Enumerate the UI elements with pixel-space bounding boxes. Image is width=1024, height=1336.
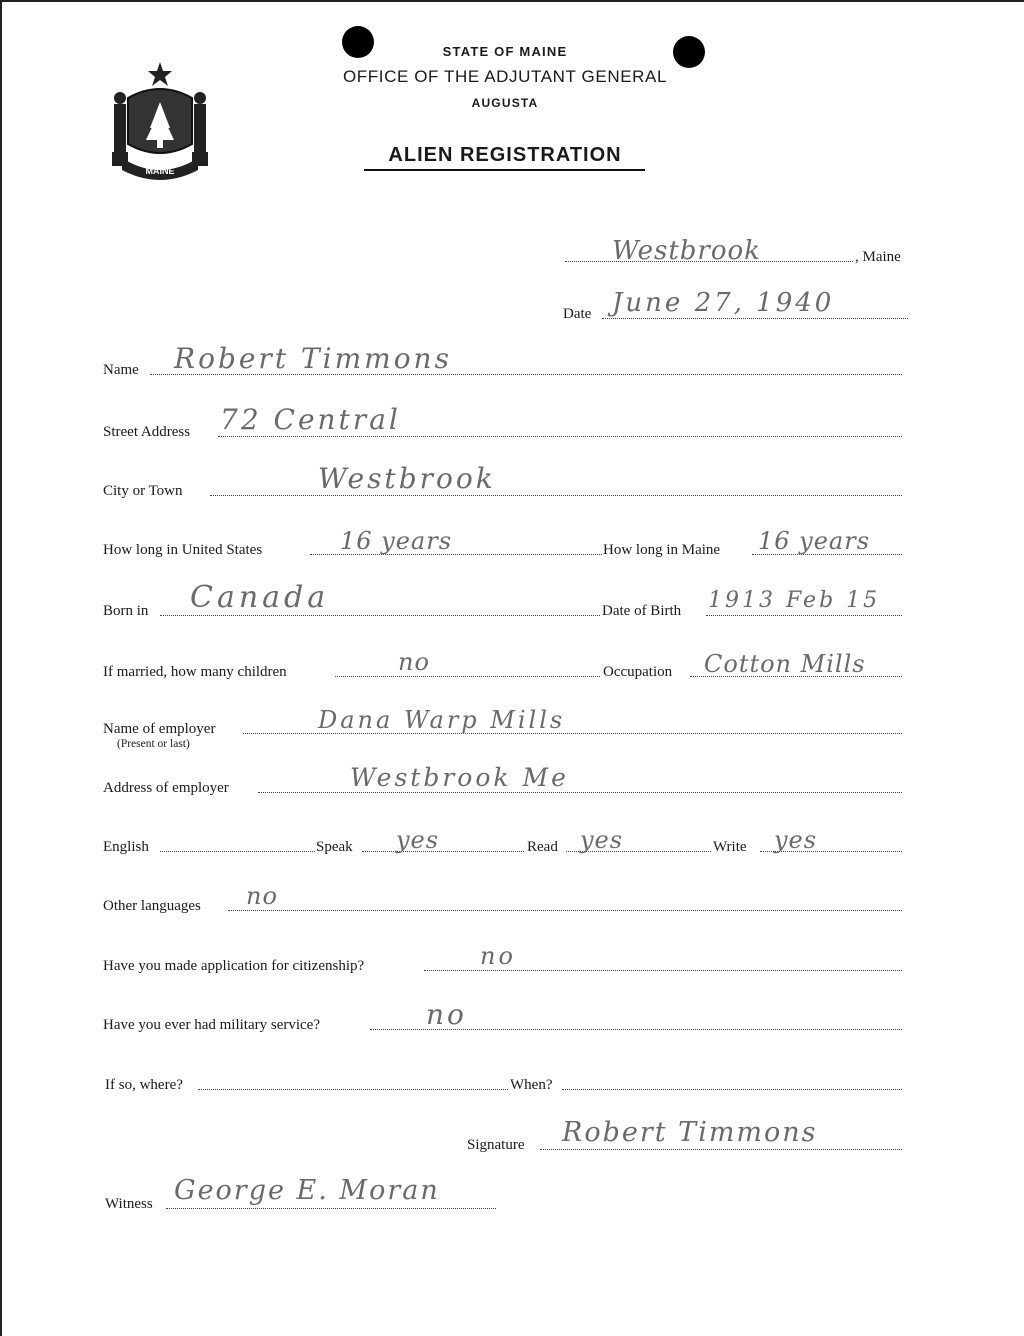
name-value[interactable]: Robert Timmons — [174, 342, 452, 375]
write-label: Write — [713, 839, 747, 855]
citizenship-line — [424, 970, 902, 971]
witness-line — [166, 1208, 496, 1209]
signature-value[interactable]: Robert Timmons — [562, 1117, 818, 1148]
city-or-town-line — [210, 495, 902, 496]
how-long-maine-value[interactable]: 16 years — [758, 527, 871, 555]
date-of-birth-label: Date of Birth — [602, 603, 682, 619]
date-of-birth-value[interactable]: 1913 Feb 15 — [708, 588, 881, 613]
write-value[interactable]: yes — [774, 826, 818, 854]
employer-name-value[interactable]: Dana Warp Mills — [318, 706, 566, 734]
city-or-town-label: City or Town — [103, 483, 183, 499]
title-underline — [364, 169, 645, 171]
form-title: ALIEN REGISTRATION — [388, 144, 622, 166]
street-address-value[interactable]: 72 Central — [220, 403, 401, 436]
military-value[interactable]: no — [426, 998, 467, 1031]
how-long-us-label: How long in United States — [103, 542, 263, 558]
header-office: OFFICE OF THE ADJUTANT GENERAL — [342, 67, 668, 86]
english-line — [160, 851, 315, 852]
maine-label: , Maine — [855, 249, 901, 265]
speak-value[interactable]: yes — [396, 826, 440, 854]
name-label: Name — [103, 362, 139, 378]
children-line — [335, 676, 600, 677]
date-value[interactable]: June 27, 1940 — [612, 288, 835, 318]
street-address-label: Street Address — [103, 424, 191, 440]
city-or-town-value[interactable]: Westbrook — [318, 462, 496, 495]
witness-label: Witness — [105, 1196, 153, 1212]
citizenship-value[interactable]: no — [480, 942, 516, 970]
speak-line — [362, 851, 524, 852]
read-value[interactable]: yes — [580, 826, 624, 854]
read-label: Read — [527, 839, 558, 855]
employer-address-label: Address of employer — [103, 780, 229, 796]
born-in-value[interactable]: Canada — [190, 580, 330, 615]
date-label: Date — [563, 306, 592, 322]
occupation-value[interactable]: Cotton Mills — [704, 650, 866, 678]
if-so-where-line — [198, 1089, 508, 1090]
other-languages-label: Other languages — [103, 898, 201, 914]
employer-address-line — [258, 792, 902, 793]
military-label: Have you ever had military service? — [103, 1017, 320, 1033]
born-in-label: Born in — [103, 603, 149, 619]
signature-line — [540, 1149, 902, 1150]
occupation-label: Occupation — [603, 664, 673, 680]
street-address-line — [218, 436, 902, 437]
other-languages-line — [228, 910, 902, 911]
date-line — [602, 318, 908, 319]
children-value[interactable]: no — [398, 648, 430, 676]
when-label: When? — [510, 1077, 553, 1093]
witness-value[interactable]: George E. Moran — [174, 1175, 440, 1206]
town-value[interactable]: Westbrook — [612, 236, 761, 266]
how-long-maine-label: How long in Maine — [603, 542, 721, 558]
if-so-where-label: If so, where? — [105, 1077, 183, 1093]
born-in-line — [160, 615, 600, 616]
employer-name-note: (Present or last) — [117, 738, 190, 750]
other-languages-value[interactable]: no — [246, 882, 278, 910]
header-state: STATE OF MAINE — [442, 44, 568, 59]
signature-label: Signature — [467, 1137, 525, 1153]
employer-name-label: Name of employer — [103, 721, 216, 737]
when-line — [562, 1089, 902, 1090]
speak-label: Speak — [316, 839, 353, 855]
citizenship-label: Have you made application for citizenship? — [103, 958, 365, 974]
employer-address-value[interactable]: Westbrook Me — [350, 763, 569, 792]
english-label: English — [103, 839, 149, 855]
how-long-us-value[interactable]: 16 years — [340, 527, 453, 555]
header-city: AUGUSTA — [471, 96, 539, 110]
date-of-birth-line — [706, 615, 902, 616]
children-label: If married, how many children — [103, 664, 287, 680]
seal-motto: MAINE — [145, 166, 175, 176]
